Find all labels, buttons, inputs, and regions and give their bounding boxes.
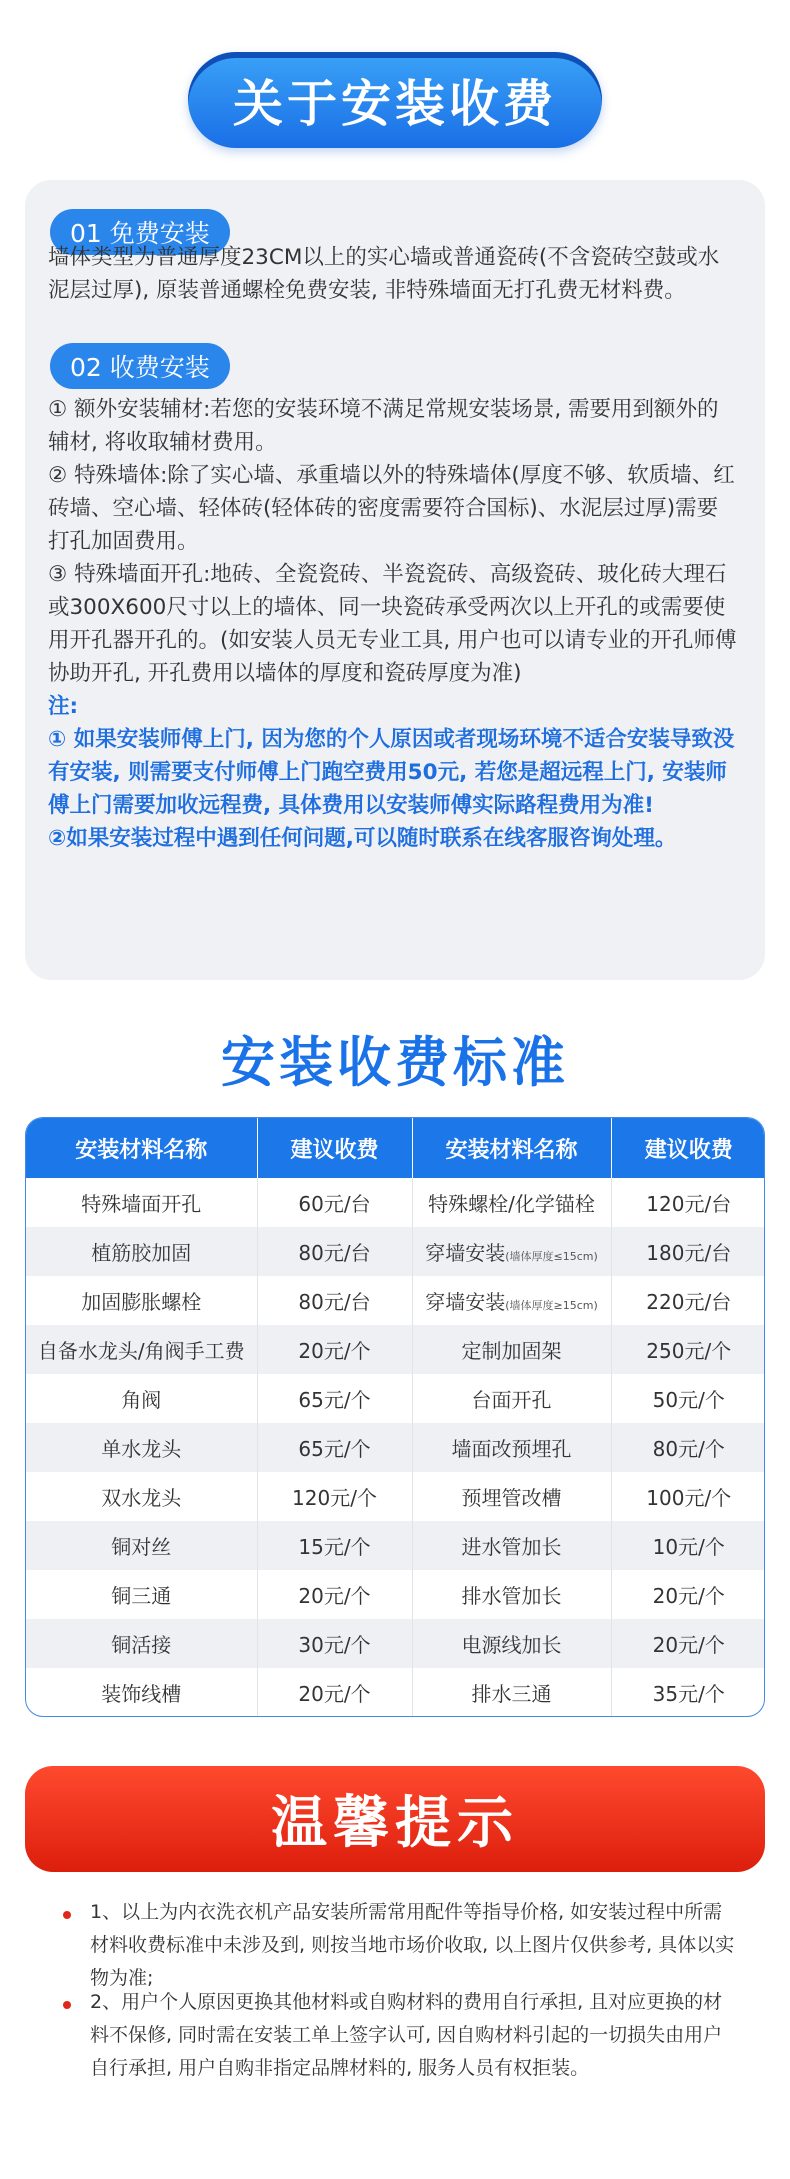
cell-text: 15元/个	[298, 1535, 371, 1559]
cell-text: 电源线加长	[461, 1633, 562, 1657]
table-cell	[611, 1619, 765, 1668]
note-label: 注:	[48, 694, 79, 719]
table-row	[26, 1423, 765, 1472]
table-cell	[26, 1668, 257, 1717]
note-block	[48, 690, 738, 855]
cell-text: 20元/个	[298, 1584, 371, 1608]
cell-text: 100元/个	[646, 1486, 732, 1510]
table-cell	[257, 1521, 412, 1570]
cell-note: (墙体厚度≤15cm)	[505, 1250, 598, 1263]
note-item: ① 如果安装师傅上门, 因为您的个人原因或者现场环境不适合安装导致没有安装, 则需要支付师傅上门跑空费用50元, 若您是超远程上门, 安装师傅上门需要加收远程费, 具体费用以安装师傅实际路程费用为准!	[48, 727, 735, 818]
tips-header	[25, 1766, 765, 1872]
cell-text: 排水三通	[471, 1682, 552, 1706]
cell-text: 定制加固架	[461, 1339, 562, 1363]
table-cell	[412, 1178, 611, 1227]
table-row	[26, 1178, 765, 1227]
cell-text: 180元/台	[646, 1241, 732, 1265]
table-row	[26, 1227, 765, 1276]
cell-text: 进水管加长	[461, 1535, 562, 1559]
table-row	[26, 1276, 765, 1325]
table-cell	[26, 1374, 257, 1423]
cell-text: 250元/个	[646, 1339, 732, 1363]
tip-item: 2、用户个人原因更换其他材料或自购材料的费用自行承担, 且对应更换的材料不保修, 同时需在安装工单上签字认可, 因自购材料引起的一切损失由用户自行承担, 用户自购非指定品牌材料的, 服务人员有权拒装。	[90, 1991, 723, 2079]
table-cell	[611, 1668, 765, 1717]
table-cell	[257, 1619, 412, 1668]
note-item: ②如果安装过程中遇到任何问题,可以随时联系在线客服咨询处理。	[48, 826, 677, 851]
table-cell	[257, 1276, 412, 1325]
cell-text: 10元/个	[652, 1535, 725, 1559]
cell-text: 穿墙安装	[425, 1290, 506, 1314]
cell-text: 20元/个	[652, 1584, 725, 1608]
cell-text: 角阀	[121, 1388, 162, 1412]
fee-standard-title: 安装收费标准	[221, 1031, 569, 1094]
cell-text: 预埋管改槽	[461, 1486, 562, 1510]
cell-text: 220元/台	[646, 1290, 732, 1314]
table-cell	[26, 1619, 257, 1668]
table-header-row	[26, 1118, 765, 1178]
free-install-text: 墙体类型为普通厚度23CM以上的实心墙或普通瓷砖(不含瓷砖空鼓或水泥层过厚), 原装普通螺栓免费安装, 非特殊墙面无打孔费无材料费。	[48, 245, 720, 303]
cell-text: 50元/个	[652, 1388, 725, 1412]
table-cell	[257, 1423, 412, 1472]
page-title-banner	[188, 52, 602, 148]
cell-text: 80元/台	[298, 1241, 371, 1265]
paid-install-badge: 02 收费安装	[50, 343, 230, 389]
cell-text: 120元/台	[646, 1192, 732, 1216]
table-row	[26, 1521, 765, 1570]
paid-item: ③ 特殊墙面开孔:地砖、全瓷瓷砖、半瓷瓷砖、高级瓷砖、玻化砖大理石或300X600尺寸以上的墙体、同一块瓷砖承受两次以上开孔的或需要使用开孔器开孔的。(如安装人员无专业工具, 用户也可以请专业的开孔师傅协助开孔, 开孔费用以墙体的厚度和瓷砖厚度为准)	[48, 562, 737, 686]
table-cell	[26, 1521, 257, 1570]
cell-text: 自备水龙头/角阀手工费	[37, 1339, 245, 1363]
table-cell	[26, 1276, 257, 1325]
cell-text: 30元/个	[298, 1633, 371, 1657]
cell-text: 排水管加长	[461, 1584, 562, 1608]
table-cell	[257, 1227, 412, 1276]
cell-text: 特殊墙面开孔	[81, 1192, 202, 1216]
table-row	[26, 1325, 765, 1374]
table-cell	[257, 1472, 412, 1521]
table-cell	[611, 1227, 765, 1276]
table-cell	[412, 1521, 611, 1570]
table-row	[26, 1374, 765, 1423]
table-cell	[26, 1570, 257, 1619]
cell-text: 铜对丝	[111, 1535, 172, 1559]
cell-text: 铜三通	[111, 1584, 172, 1608]
cell-text: 65元/个	[298, 1388, 371, 1412]
column-header: 安装材料名称	[26, 1118, 257, 1178]
cell-text: 单水龙头	[101, 1437, 182, 1461]
page-title: 关于安装收费	[233, 75, 557, 133]
cell-text: 120元/个	[292, 1486, 377, 1510]
fee-table	[25, 1117, 765, 1717]
table-cell	[611, 1472, 765, 1521]
table-cell	[412, 1619, 611, 1668]
table-cell	[412, 1570, 611, 1619]
cell-note: (墙体厚度≥15cm)	[505, 1299, 598, 1312]
table-cell	[611, 1276, 765, 1325]
cell-text: 装饰线槽	[101, 1682, 182, 1706]
table-cell	[26, 1178, 257, 1227]
table-cell	[257, 1325, 412, 1374]
table-cell	[412, 1668, 611, 1717]
table-cell	[412, 1423, 611, 1472]
cell-text: 80元/个	[652, 1437, 725, 1461]
table-cell	[611, 1325, 765, 1374]
table-cell	[26, 1472, 257, 1521]
cell-text: 20元/个	[298, 1682, 371, 1706]
paid-item: ② 特殊墙体:除了实心墙、承重墙以外的特殊墙体(厚度不够、软质墙、红砖墙、空心墙、轻体砖(轻体砖的密度需要符合国标)、水泥层过厚)需要打孔加固费用。	[48, 463, 735, 554]
cell-text: 35元/个	[652, 1682, 725, 1706]
table-row	[26, 1570, 765, 1619]
table-cell	[26, 1325, 257, 1374]
cell-text: 特殊螺栓/化学锚栓	[428, 1192, 595, 1216]
tips-title: 温馨提示	[271, 1791, 519, 1856]
table-cell	[257, 1570, 412, 1619]
table-cell	[412, 1227, 611, 1276]
column-header: 建议收费	[611, 1118, 765, 1178]
cell-text: 铜活接	[111, 1633, 172, 1657]
column-header: 建议收费	[257, 1118, 412, 1178]
cell-text: 加固膨胀螺栓	[81, 1290, 202, 1314]
table-row	[26, 1619, 765, 1668]
table-cell	[611, 1521, 765, 1570]
table-cell	[611, 1178, 765, 1227]
tip-item: 1、以上为内衣洗衣机产品安装所需常用配件等指导价格, 如安装过程中所需材料收费标准中未涉及到, 则按当地市场价收取, 以上图片仅供参考, 具体以实物为准;	[90, 1901, 735, 1989]
cell-text: 墙面改预埋孔	[451, 1437, 572, 1461]
cell-text: 60元/台	[298, 1192, 371, 1216]
free-install-badge: 01 免费安装	[50, 209, 230, 255]
table-cell	[412, 1325, 611, 1374]
cell-text: 80元/台	[298, 1290, 371, 1314]
cell-text: 植筋胶加固	[91, 1241, 192, 1265]
bullet-dot-icon	[63, 1911, 71, 1919]
table-cell	[257, 1374, 412, 1423]
table-row	[26, 1668, 765, 1717]
table-cell	[611, 1570, 765, 1619]
paid-item: ① 额外安装辅材:若您的安装环境不满足常规安装场景, 需要用到额外的辅材, 将收取辅材费用。	[48, 397, 719, 455]
table-cell	[611, 1374, 765, 1423]
cell-text: 20元/个	[298, 1339, 371, 1363]
table-cell	[412, 1472, 611, 1521]
cell-text: 双水龙头	[101, 1486, 182, 1510]
cell-text: 穿墙安装	[425, 1241, 506, 1265]
table-cell	[412, 1374, 611, 1423]
table-cell	[611, 1423, 765, 1472]
table-cell	[26, 1423, 257, 1472]
cell-text: 65元/个	[298, 1437, 371, 1461]
cell-text: 20元/个	[652, 1633, 725, 1657]
paid-install-list	[48, 393, 738, 690]
table-cell	[257, 1178, 412, 1227]
bullet-dot-icon	[63, 2001, 71, 2009]
table-cell	[26, 1227, 257, 1276]
table-row	[26, 1472, 765, 1521]
table-cell	[257, 1668, 412, 1717]
table-cell	[412, 1276, 611, 1325]
column-header: 安装材料名称	[412, 1118, 611, 1178]
cell-text: 台面开孔	[471, 1388, 552, 1412]
